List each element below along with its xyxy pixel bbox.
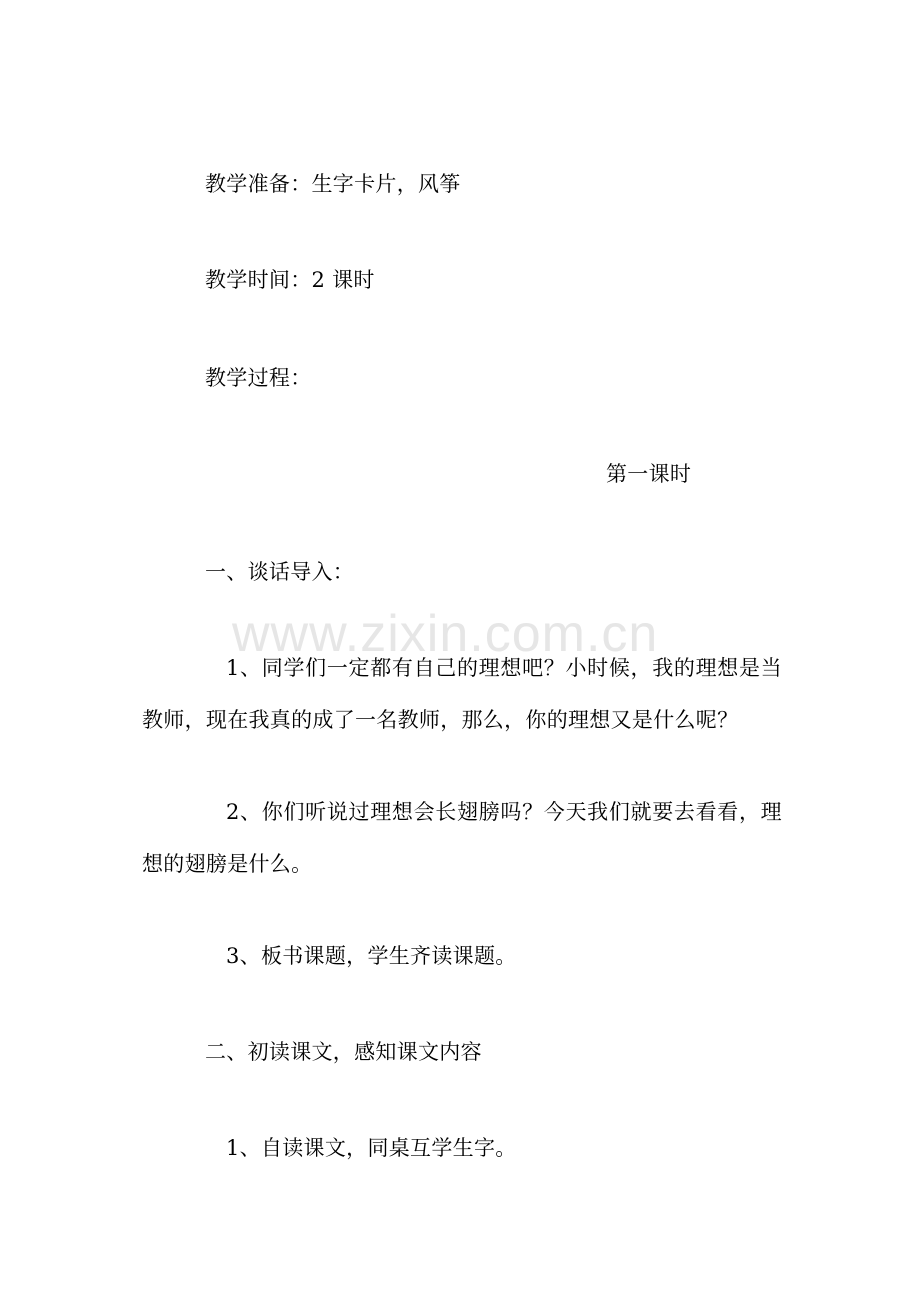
watermark: www.zixin.com.cn — [232, 605, 659, 663]
teaching-preparation: 教学准备：生字卡片，风筝 — [205, 172, 461, 196]
section-1-item-2: 2、你们听说过理想会长翅膀吗？今天我们就要去看看，理想的翅膀是什么。 — [142, 800, 782, 876]
section-1-item-3: 3、板书课题，学生齐读课题。 — [226, 944, 517, 968]
teaching-time: 教学时间：2 课时 — [205, 268, 375, 292]
section-1-heading: 一、谈话导入： — [205, 560, 355, 584]
section-1-item-1: 1、同学们一定都有自己的理想吧？小时候，我的理想是当教师，现在我真的成了一名教师，那么，你的理想又是什么呢？ — [142, 656, 782, 732]
section-2-heading: 二、初读课文，感知课文内容 — [205, 1040, 482, 1064]
teaching-process-label: 教学过程： — [205, 366, 312, 390]
lesson-title: 第一课时 — [606, 462, 692, 486]
section-2-item-1: 1、自读课文，同桌互学生字。 — [226, 1136, 517, 1160]
